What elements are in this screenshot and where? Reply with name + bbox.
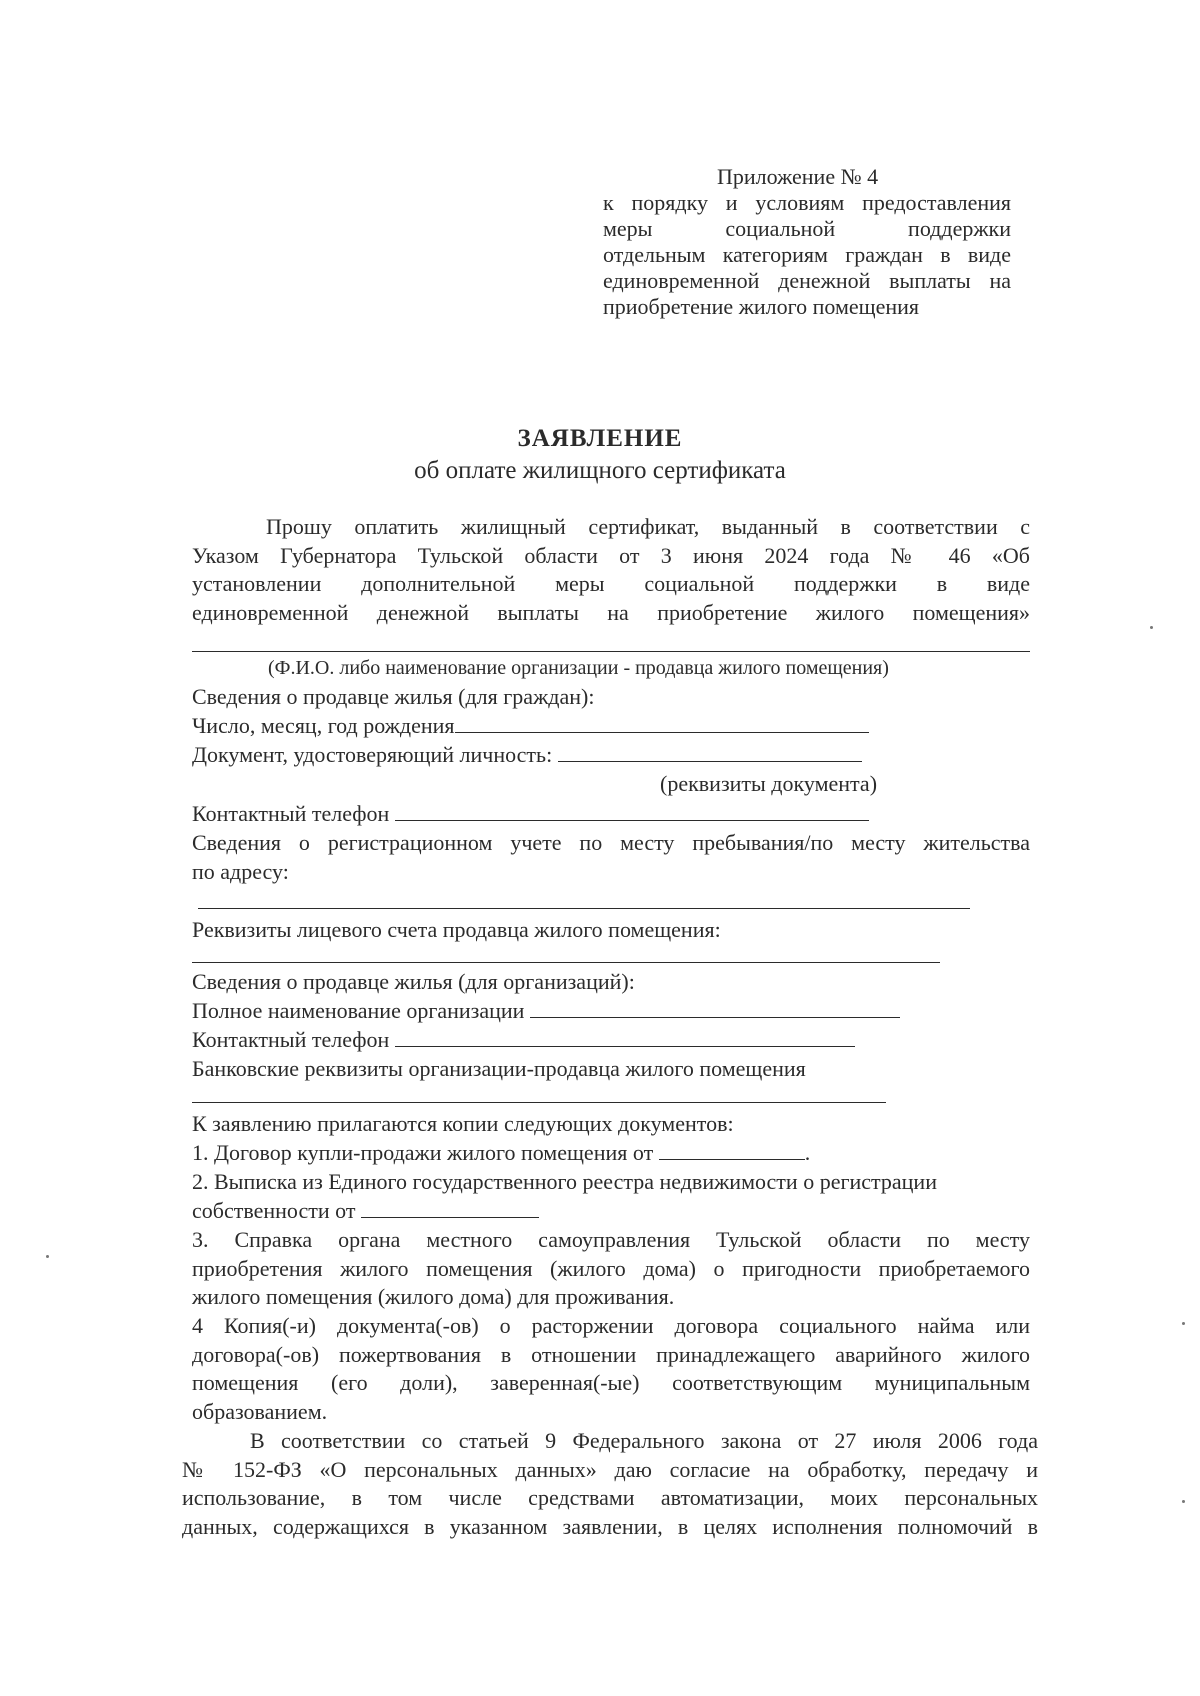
intro-line: единовременной денежной выплаты на приобретение жилого помещения» (192, 599, 1030, 625)
seller-name-field[interactable] (192, 651, 1030, 652)
document-subtitle: об оплате жилищного сертификата (414, 457, 786, 484)
id-doc-field[interactable] (558, 741, 862, 762)
annex-line: отдельным категориям граждан в виде (603, 242, 1011, 267)
bank-details-label: Банковские реквизиты организации-продавца жилого помещения (192, 1056, 806, 1081)
id-doc-caption: (реквизиты документа) (660, 771, 878, 796)
citizen-phone-row (192, 800, 869, 828)
account-label: Реквизиты лицевого счета продавца жилого помещения: (192, 917, 721, 942)
id-doc-row (192, 741, 862, 769)
annex-title: Приложение № 4 (717, 164, 879, 189)
bank-details-field[interactable] (192, 1102, 886, 1103)
org-phone-field[interactable] (395, 1026, 855, 1047)
account-field[interactable] (192, 962, 940, 963)
org-name-label: Полное наименование организации (192, 998, 525, 1023)
birth-date-row (192, 712, 869, 740)
ownership-date-field[interactable] (361, 1197, 539, 1218)
consent-line: данных, содержащихся в указанном заявлении, в целях исполнения полномочий в (182, 1513, 1038, 1539)
consent-line: В соответствии со статьей 9 Федерального закона от 27 июля 2006 года (250, 1428, 1038, 1453)
consent-line: использование, в том числе средствами автоматизации, моих персональных (182, 1485, 1038, 1510)
attachment-item-1: 1. Договор купли-продажи жилого помещения от . (192, 1140, 811, 1165)
intro-line: установлении дополнительной меры социальной поддержки в виде (192, 571, 1030, 596)
registration-line: Сведения о регистрационном учете по месту пребывания/по месту жительства (192, 830, 1030, 855)
attachment-item-2-cont: собственности от (192, 1197, 539, 1225)
annex-line: приобретение жилого помещения (603, 294, 920, 319)
organization-heading: Сведения о продавце жилья (для организаций): (192, 969, 635, 994)
scan-speck (46, 1255, 49, 1258)
attachments-heading: К заявлению прилагаются копии следующих документов: (192, 1111, 734, 1136)
annex-line: к порядку и условиям предоставления (603, 190, 1011, 215)
org-name-row (192, 997, 900, 1025)
scan-speck (1150, 626, 1153, 629)
attachment-item-2: 2. Выписка из Единого государственного реестра недвижимости о регистрации (192, 1169, 937, 1194)
attachment-item-4: 4 Копия(-и) документа(-ов) о расторжении договора социального найма или договора(-ов) пожертвования в отношении принадлежащего аварийного жилого помещения (его доли), заверенная(-ые) соответствующим муниципальным образованием. (192, 1313, 1030, 1424)
citizen-phone-label: Контактный телефон (192, 801, 390, 826)
birth-date-field[interactable] (455, 712, 869, 733)
scan-speck (1182, 1500, 1185, 1503)
document-title: ЗАЯВЛЕНИЕ (517, 425, 683, 452)
contract-date-field[interactable] (659, 1139, 805, 1160)
annex-line: единовременной денежной выплаты на (603, 268, 1011, 293)
intro-line: Указом Губернатора Тульской области от 3 июня 2024 года № 46 «Об (192, 542, 1030, 568)
birth-date-label: Число, месяц, год рождения (192, 713, 455, 738)
org-name-field[interactable] (530, 997, 900, 1018)
consent-line: № 152-ФЗ «О персональных данных» даю согласие на обработку, передачу и (182, 1456, 1038, 1482)
citizen-phone-field[interactable] (395, 800, 869, 821)
id-doc-label: Документ, удостоверяющий личность: (192, 742, 553, 767)
intro-paragraph (192, 513, 1030, 627)
org-phone-row (192, 1026, 855, 1054)
org-phone-label: Контактный телефон (192, 1027, 390, 1052)
attachment-item-3: 3. Справка органа местного самоуправления Тульской области по месту приобретения жилого помещения (жилого дома) о пригодности приобретаемого жилого помещения (жилого дома) для проживания. (192, 1227, 1030, 1309)
annex-block (603, 164, 1011, 320)
annex-line: меры социальной поддержки (603, 216, 1011, 241)
intro-line: Прошу оплатить жилищный сертификат, выданный в соответствии с (266, 514, 1030, 539)
seller-name-caption: (Ф.И.О. либо наименование организации - продавца жилого помещения) (268, 657, 889, 679)
registration-address-label: по адресу: (192, 859, 289, 884)
scan-speck (1182, 1322, 1185, 1325)
consent-paragraph (182, 1427, 1038, 1541)
registration-address-field[interactable] (198, 908, 970, 909)
citizen-heading: Сведения о продавце жилья (для граждан): (192, 684, 595, 709)
